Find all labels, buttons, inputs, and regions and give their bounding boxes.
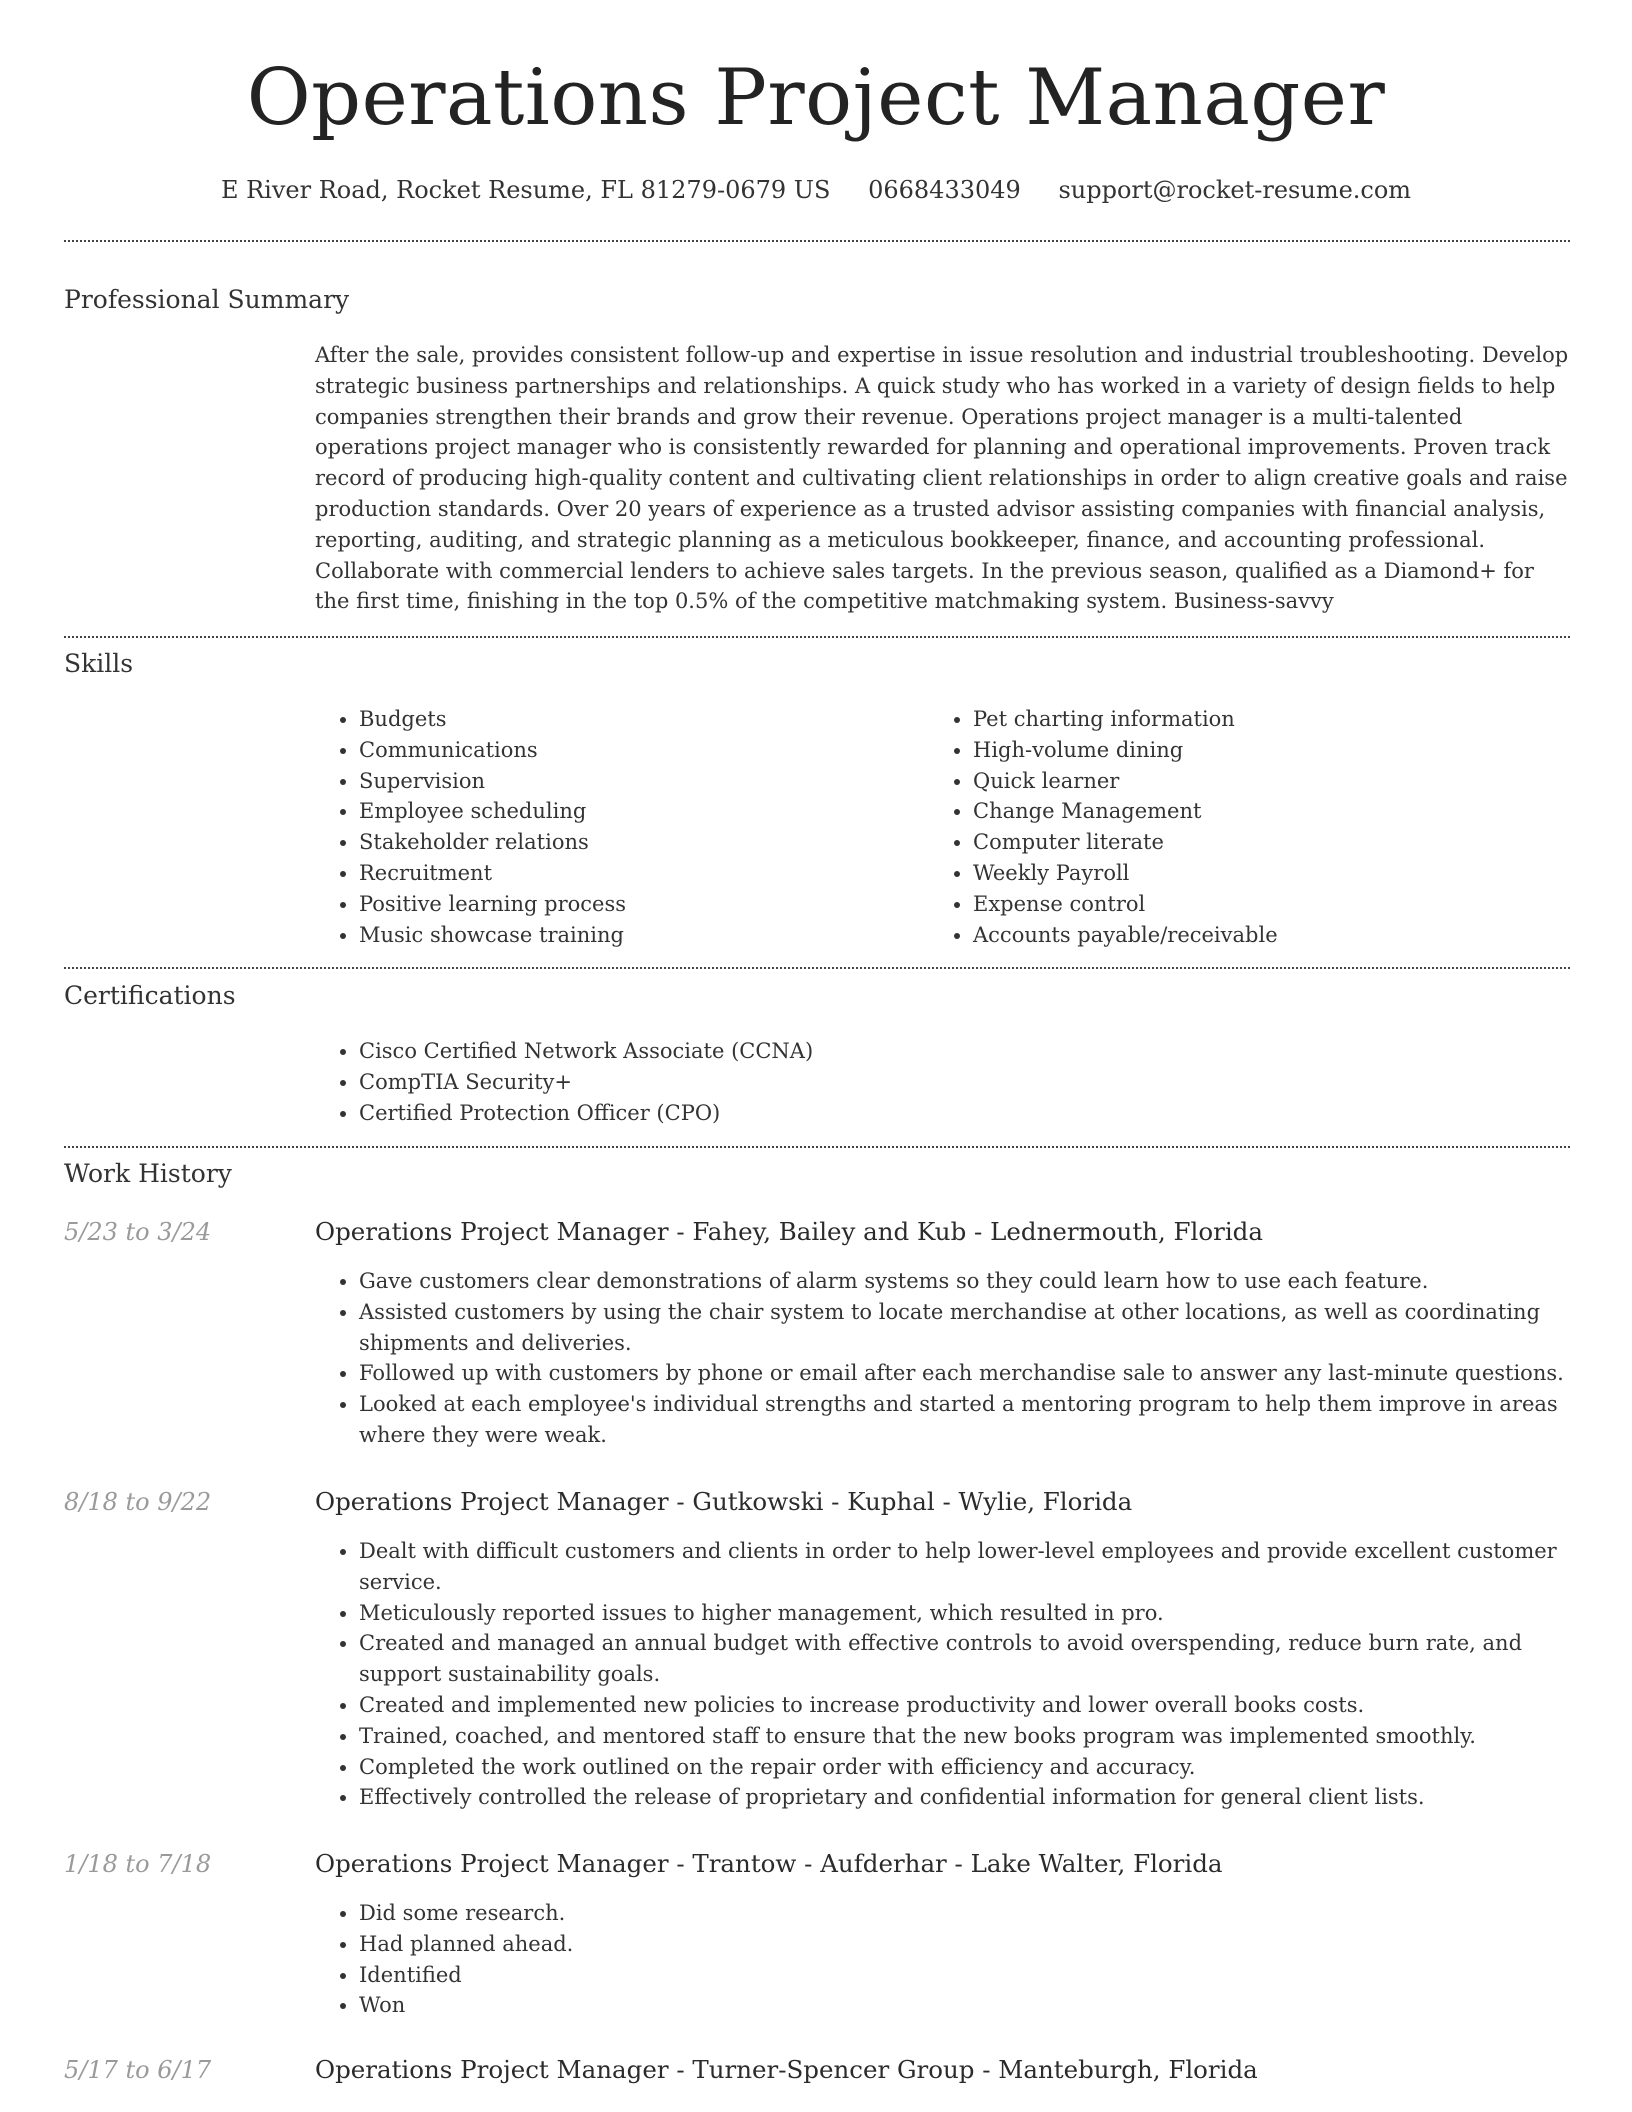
job-dates: 8/18 to 9/22 xyxy=(64,1488,212,1516)
job-bullet: • Looked at each employee's individual strengths and started a mentoring program to help them improve in areas where they were weak. xyxy=(359,1389,1571,1451)
skill-item: • Supervision xyxy=(359,766,919,797)
page-title: Operations Project Manager xyxy=(246,53,1386,143)
section-heading-work-history: Work History xyxy=(64,1159,232,1188)
job-bullet: • Effectively controlled the release of proprietary and confidential information for general client lists. xyxy=(359,1782,1571,1813)
job-dates: 1/18 to 7/18 xyxy=(64,1850,212,1878)
skills-list-right xyxy=(929,704,1573,950)
job-bullet: • Had planned ahead. xyxy=(359,1929,1571,1960)
skill-item: • Recruitment xyxy=(359,858,919,889)
phone-text: 0668433049 xyxy=(868,176,1021,204)
certification-item: • Cisco Certified Network Associate (CCNA) xyxy=(359,1036,1559,1067)
job-title: Operations Project Manager - Trantow - Aufderhar - Lake Walter, Florida xyxy=(315,1849,1223,1878)
job-bullets xyxy=(315,1898,1571,2021)
certification-item: • CompTIA Security+ xyxy=(359,1067,1559,1098)
skill-item: • High-volume dining xyxy=(973,735,1573,766)
job-bullet: • Gave customers clear demonstrations of alarm systems so they could learn how to use each feature. xyxy=(359,1266,1571,1297)
skill-item: • Computer literate xyxy=(973,827,1573,858)
job-dates: 5/17 to 6/17 xyxy=(64,2056,212,2084)
job-bullet: • Identified xyxy=(359,1960,1571,1991)
certification-item: • Certified Protection Officer (CPO) xyxy=(359,1098,1559,1129)
skill-item: • Positive learning process xyxy=(359,889,919,920)
job-title: Operations Project Manager - Turner-Spencer Group - Manteburgh, Florida xyxy=(315,2055,1258,2084)
job-bullet: • Assisted customers by using the chair system to locate merchandise at other locations, as well as coordinating shipments and deliveries. xyxy=(359,1297,1571,1359)
job-title: Operations Project Manager - Gutkowski - Kuphal - Wylie, Florida xyxy=(315,1487,1133,1516)
skill-item: • Budgets xyxy=(359,704,919,735)
job-bullet: • Created and implemented new policies to increase productivity and lower overall books costs. xyxy=(359,1690,1571,1721)
job-dates: 5/23 to 3/24 xyxy=(64,1218,212,1246)
certifications-list xyxy=(315,1036,1559,1128)
job-bullet: • Followed up with customers by phone or email after each merchandise sale to answer any last-minute questions. xyxy=(359,1358,1571,1389)
divider xyxy=(64,636,1570,638)
email-text: support@rocket-resume.com xyxy=(1058,176,1412,204)
skill-item: • Communications xyxy=(359,735,919,766)
job-bullet: • Dealt with difficult customers and clients in order to help lower-level employees and provide excellent customer service. xyxy=(359,1536,1571,1598)
skill-item: • Pet charting information xyxy=(973,704,1573,735)
skill-item: • Employee scheduling xyxy=(359,796,919,827)
skill-item: • Expense control xyxy=(973,889,1573,920)
job-bullet: • Created and managed an annual budget with effective controls to avoid overspending, reduce burn rate, and support sustainability goals. xyxy=(359,1628,1571,1690)
skill-item: • Change Management xyxy=(973,796,1573,827)
job-bullet: • Trained, coached, and mentored staff to ensure that the new books program was implemented smoothly. xyxy=(359,1721,1571,1752)
skill-item: • Weekly Payroll xyxy=(973,858,1573,889)
skill-item: • Quick learner xyxy=(973,766,1573,797)
divider xyxy=(64,1146,1570,1148)
job-bullets xyxy=(315,1536,1571,1813)
skill-item: • Stakeholder relations xyxy=(359,827,919,858)
section-heading-certifications: Certifications xyxy=(64,981,236,1010)
job-bullets xyxy=(315,1266,1571,1451)
job-bullet: • Completed the work outlined on the repair order with efficiency and accuracy. xyxy=(359,1752,1571,1783)
address-text: E River Road, Rocket Resume, FL 81279-0679 US xyxy=(220,176,831,204)
job-bullet: • Won xyxy=(359,1990,1571,2021)
contact-line xyxy=(0,170,1632,210)
section-heading-skills: Skills xyxy=(64,649,134,678)
summary-text: After the sale, provides consistent follow-up and expertise in issue resolution and industrial troubleshooting. Develop strategic business partnerships and relationships. A quick study who has worked in a variety of design fields to help companies strengthen their brands and grow their revenue. Operations project manager is a multi-talented operations project manager who is consistently rewarded for planning and operational improvements. Proven track record of producing high-quality content and cultivating client relationships in order to align creative goals and raise production standards. Over 20 years of experience as a trusted advisor assisting companies with financial analysis, reporting, auditing, and strategic planning as a meticulous bookkeeper, finance, and accounting professional. Collaborate with commercial lenders to achieve sales targets. In the previous season, qualified as a Diamond+ for the first time, finishing in the top 0.5% of the competitive matchmaking system. Business-savvy xyxy=(315,343,1569,614)
job-title: Operations Project Manager - Fahey, Bailey and Kub - Lednermouth, Florida xyxy=(315,1217,1263,1246)
job-bullet: • Did some research. xyxy=(359,1898,1571,1929)
skill-item: • Accounts payable/receivable xyxy=(973,920,1573,951)
section-heading-summary: Professional Summary xyxy=(64,285,350,314)
job-bullet: • Meticulously reported issues to higher management, which resulted in pro. xyxy=(359,1598,1571,1629)
skills-list-left xyxy=(315,704,919,950)
divider xyxy=(64,967,1570,969)
divider xyxy=(64,240,1570,242)
skill-item: • Music showcase training xyxy=(359,920,919,951)
